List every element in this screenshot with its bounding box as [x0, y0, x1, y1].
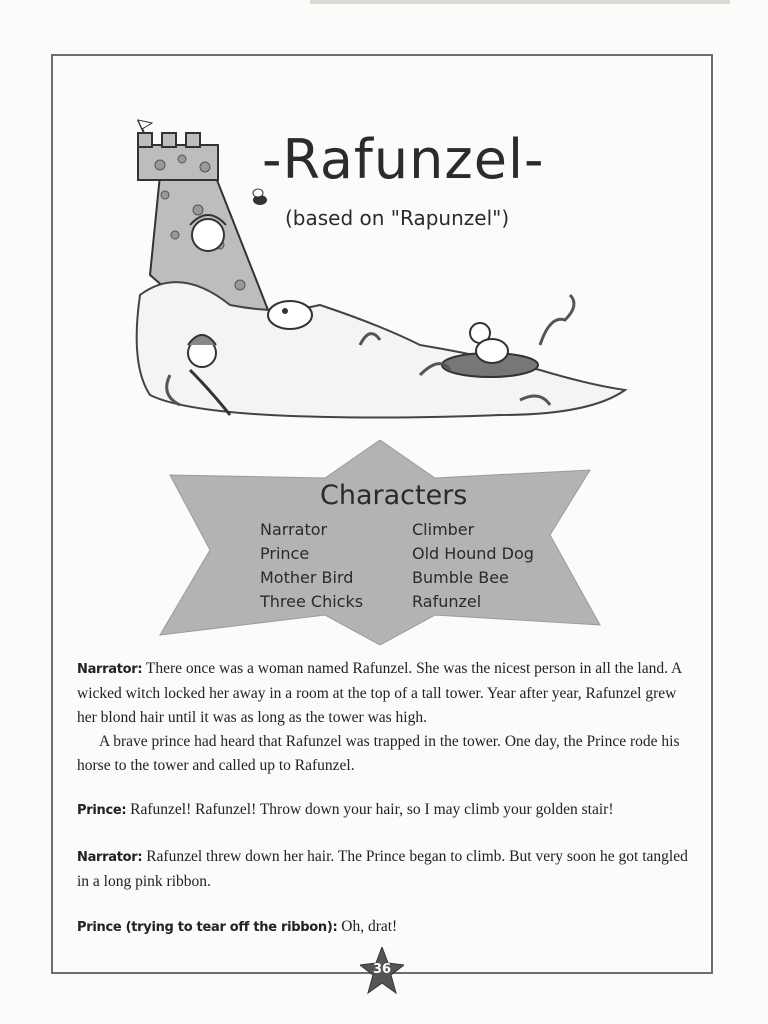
- character-name: Three Chicks: [260, 592, 364, 611]
- character-name: Climber: [412, 520, 475, 539]
- script-paragraph: [77, 798, 691, 823]
- character-name: Bumble Bee: [412, 568, 509, 587]
- characters-right-column: [412, 518, 534, 614]
- top-edge-line: [310, 0, 730, 4]
- characters-left-column: [260, 518, 363, 614]
- speaker-label: Narrator:: [77, 662, 143, 677]
- character-name: Prince: [260, 544, 310, 563]
- characters-heading: Characters: [320, 480, 468, 511]
- play-subtitle: (based on "Rapunzel"): [285, 206, 510, 230]
- dialogue-text: Oh, drat!: [337, 918, 398, 935]
- speaker-label: Prince:: [77, 803, 127, 818]
- dialogue-text: Rafunzel threw down her hair. The Prince began to climb. But very soon he got tangled in a long pink ribbon.: [77, 848, 688, 890]
- character-name: Rafunzel: [412, 592, 482, 611]
- character-name: Old Hound Dog: [412, 544, 534, 563]
- script-paragraph: [77, 915, 691, 940]
- dialogue-text: Rafunzel! Rafunzel! Throw down your hair, so I may climb your golden stair!: [126, 801, 614, 818]
- character-name: Narrator: [260, 520, 328, 539]
- dialogue-text: A brave prince had heard that Rafunzel was trapped in the tower. One day, the Prince rode his horse to the tower and called up to Rafunzel.: [77, 733, 680, 774]
- play-title: -Rafunzel-: [262, 128, 545, 191]
- script-paragraph: [77, 845, 691, 894]
- characters-banner: [155, 440, 605, 645]
- script-paragraph: [77, 657, 691, 778]
- dialogue-text: There once was a woman named Rafunzel. She was the nicest person in all the land. A wicked witch locked her away in a room at the top of a tall tower. Year after year, Rafunzel grew her blond hair until it was as long as the tower was high.: [77, 660, 682, 726]
- page-number: 36: [372, 962, 392, 977]
- character-name: Mother Bird: [260, 568, 354, 587]
- speaker-label: Prince (trying to tear off the ribbon):: [77, 920, 338, 935]
- speaker-label: Narrator:: [77, 850, 143, 865]
